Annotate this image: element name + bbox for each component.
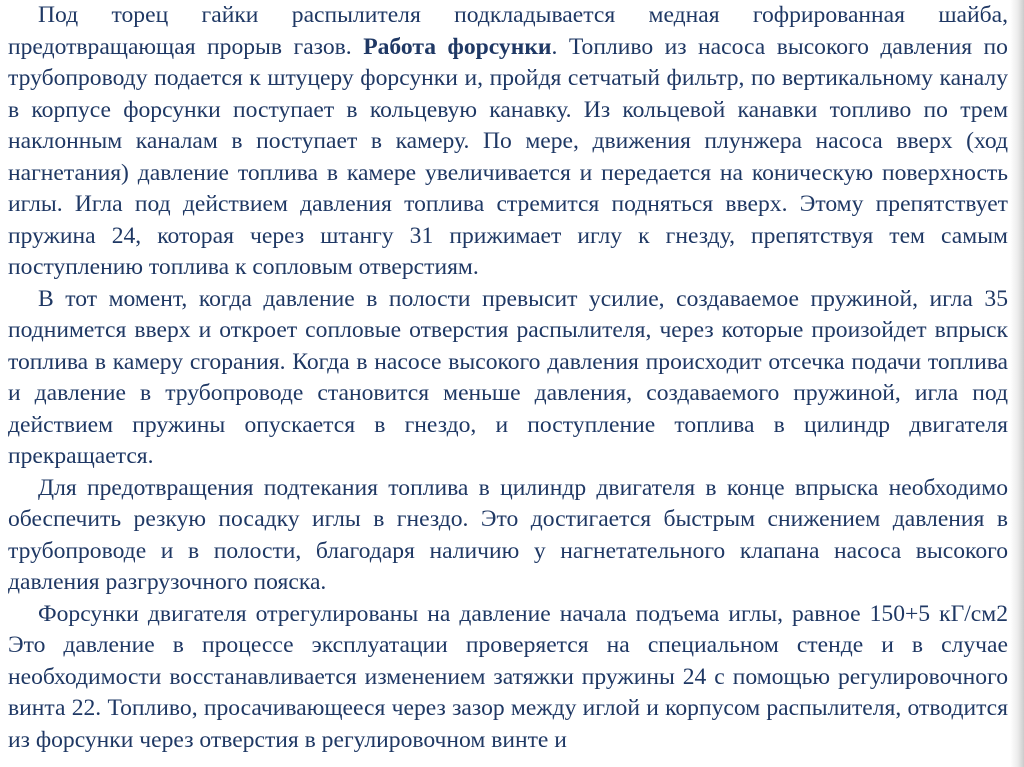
- paragraph-2: В тот момент, когда давление в полости превысит усилие, создаваемое пружиной, игла 35 поднимется вверх и откроет сопловые отверстия распылителя, через которые произойдет впрыск топлива в камеру сгорания. Когда в насосе высокого давления происходит отсечка подачи топлива и давление в трубопроводе становится меньше давления, создаваемого пружиной, игла под действием пружины опускается в гнездо, и поступление топлива в цилиндр двигателя прекращается.: [8, 285, 1008, 469]
- paragraph-3: Для предотвращения подтекания топлива в цилиндр двигателя в конце впрыска необходимо обеспечить резкую посадку иглы в гнездо. Это достигается быстрым снижением давления в трубопроводе и в полости, благодаря наличию у нагнетательного клапана насоса высокого давления разгрузочного пояска.: [8, 474, 1008, 595]
- page-edge-shadow: [1010, 0, 1024, 767]
- paragraph-1: [8, 0, 1008, 284]
- paragraph-4: Форсунки двигателя отрегулированы на давление начала подъема иглы, равное 150+5 кГ/см2 Это давление в процессе эксплуатации проверяется на специальном стенде и в случае необходимости восстанавливается изменением затяжки пружины 24 с помощью регулировочного винта 22. Топливо, просачивающееся через зазор между иглой и корпусом распылителя, отводится из форсунки через отверстия в регулировочном винте и: [8, 600, 1008, 753]
- document-body: [8, 0, 1008, 756]
- paragraph-1-lead: Под торец гайки распылителя подкладывается медная гофрированная шайба, предотвращающая прорыв газов.: [8, 2, 1008, 60]
- paragraph-1-body: . Топливо из насоса высокого давления по трубопроводу подается к штуцеру форсунки и, пройдя сетчатый фильтр, по вертикальному каналу в корпусе форсунки поступает в кольцевую канавку. Из кольцевой канавки топливо по трем наклонным каналам в поступает в камеру. По мере, движения плунжера насоса вверх (ход нагнетания) давление топлива в камере увеличивается и передается на коническую поверхность иглы. Игла под действием давления топлива стремится подняться вверх. Этому препятствует пружина 24, которая через штангу 31 прижимает иглу к гнезду, препятствуя тем самым поступлению топлива к сопловым отверстиям.: [8, 33, 1008, 280]
- section-heading-injector-operation: Работа форсунки: [363, 33, 552, 60]
